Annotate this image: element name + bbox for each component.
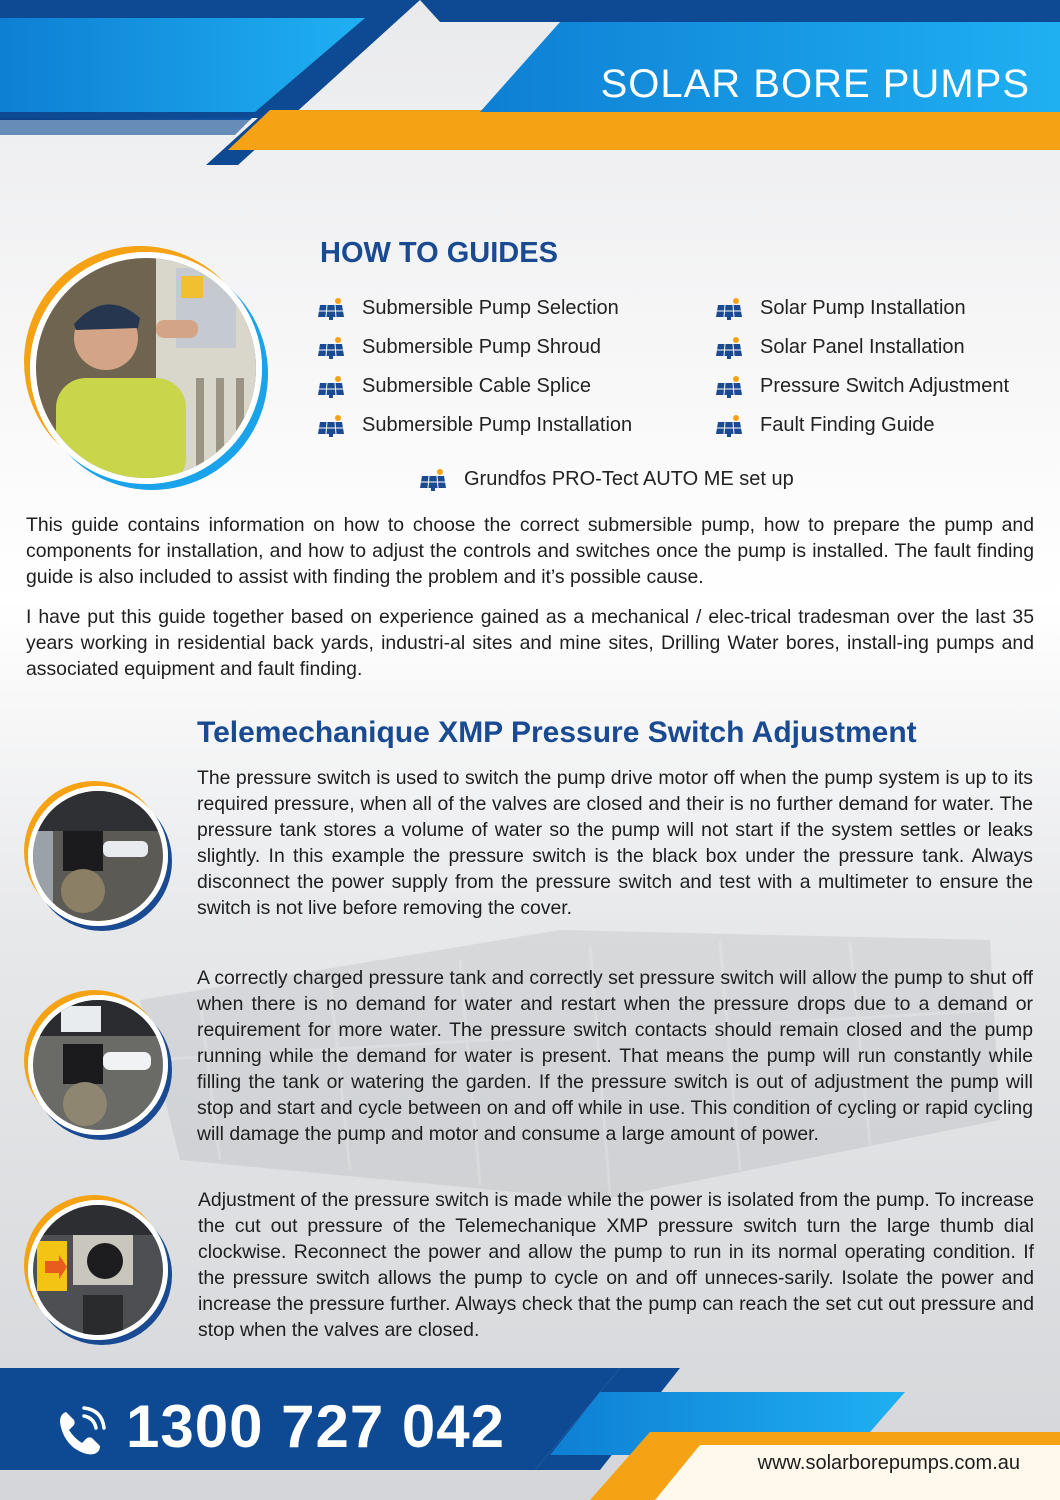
solar-panel-icon [714,414,744,438]
guide-label: Submersible Cable Splice [362,375,592,397]
how-to-guides-heading: HOW TO GUIDES [320,237,558,269]
guide-label: Submersible Pump Selection [362,297,619,319]
guide-link-cable-splice[interactable] [316,373,632,412]
guide-label: Grundfos PRO-Tect AUTO ME set up [464,468,794,490]
guide-link-pressure-switch-adjustment[interactable] [714,373,1009,412]
solar-panel-icon [418,468,448,492]
pressure-switch-photo-2 [28,995,168,1135]
guide-link-pump-installation[interactable] [316,412,632,451]
guide-list-left [316,295,632,451]
guide-label: Solar Panel Installation [760,336,965,358]
intro-paragraph-2: I have put this guide together based on experience gained as a mechanical / elec-trical tradesman over the last 35 years working in residential back yards, industri-al sites and mine sites, Drilling Water bores, install-ing pumps and associated equipment and fault finding. [26,606,1034,680]
guide-link-solar-panel-installation[interactable] [714,334,1009,373]
solar-panel-icon [316,336,346,360]
pressure-switch-paragraph-2: A correctly charged pressure tank and correctly set pressure switch will allow the pump to shut off when there is no demand for water and restart when the pressure drops due to a demand or requirement for more water. The pressure switch contacts should remain closed and the pump running while the demand for water is present. That means the pump will run constantly while filling the tank or watering the garden. If the pressure switch is out of adjustment the pump will stop and start and cycle between on and off while in use. This condition of cycling or rapid cycling will damage the pump and motor and consume a large amount of power. [197,967,1033,1145]
solar-panel-icon [316,297,346,321]
website-link[interactable]: www.solarborepumps.com.au [757,1452,1020,1474]
pressure-switch-paragraph-1: The pressure switch is used to switch the pump drive motor off when the pump system is up to its required pressure, when all of the valves are closed and their is no further demand for water. The pressure tank stores a volume of water so the pump will not start if the system settles or leaks slightly. In this example the pressure switch is the black box under the pressure tank. Always disconnect the power supply from the pressure switch and test with a multimeter to ensure the switch is not live before removing the cover. [197,767,1033,919]
guide-label: Submersible Pump Installation [362,414,633,436]
guide-link-fault-finding[interactable] [714,412,1009,451]
guide-label: Solar Pump Installation [760,297,966,319]
pressure-switch-photo-3 [28,1200,168,1340]
technician-photo [30,252,262,484]
guide-list-extra [418,466,794,505]
guide-link-grundfos-setup[interactable] [418,466,794,505]
solar-panel-icon [316,414,346,438]
brand-title: SOLAR BORE PUMPS [600,62,1030,106]
pressure-switch-paragraph-3: Adjustment of the pressure switch is made while the power is isolated from the pump. To increase the cut out pressure of the Telemechanique XMP pressure switch turn the large thumb dial clockwise. Reconnect the power and allow the pump to run in its normal operating condition. If the pressure switch allows the pump to cycle on and off unneces-sarily. Isolate the power and increase the pressure further. Always check that the pump can reach the set cut out pressure and stop when the valves are closed. [198,1189,1034,1341]
solar-panel-icon [714,336,744,360]
guide-label: Pressure Switch Adjustment [760,375,1009,397]
intro-paragraph-1: This guide contains information on how to choose the correct submersible pump, how to prepare the pump and components for installation, and how to adjust the controls and switches once the pump is installed. The fault finding guide is also included to assist with finding the problem and it’s possible cause. [26,514,1034,588]
phone-number[interactable]: 1300 727 042 [126,1393,506,1460]
guide-label: Fault Finding Guide [760,414,935,436]
guide-label: Submersible Pump Shroud [362,336,602,358]
guide-link-pump-shroud[interactable] [316,334,632,373]
solar-panel-icon [316,375,346,399]
guide-link-pump-selection[interactable] [316,295,632,334]
solar-panel-icon [714,297,744,321]
guide-link-solar-pump-installation[interactable] [714,295,1009,334]
solar-panel-icon [714,375,744,399]
phone-icon [52,1404,108,1460]
pressure-switch-photo-1 [28,786,168,926]
guide-list-right [714,295,1009,451]
pressure-switch-heading: Telemechanique XMP Pressure Switch Adjustment [197,716,917,749]
